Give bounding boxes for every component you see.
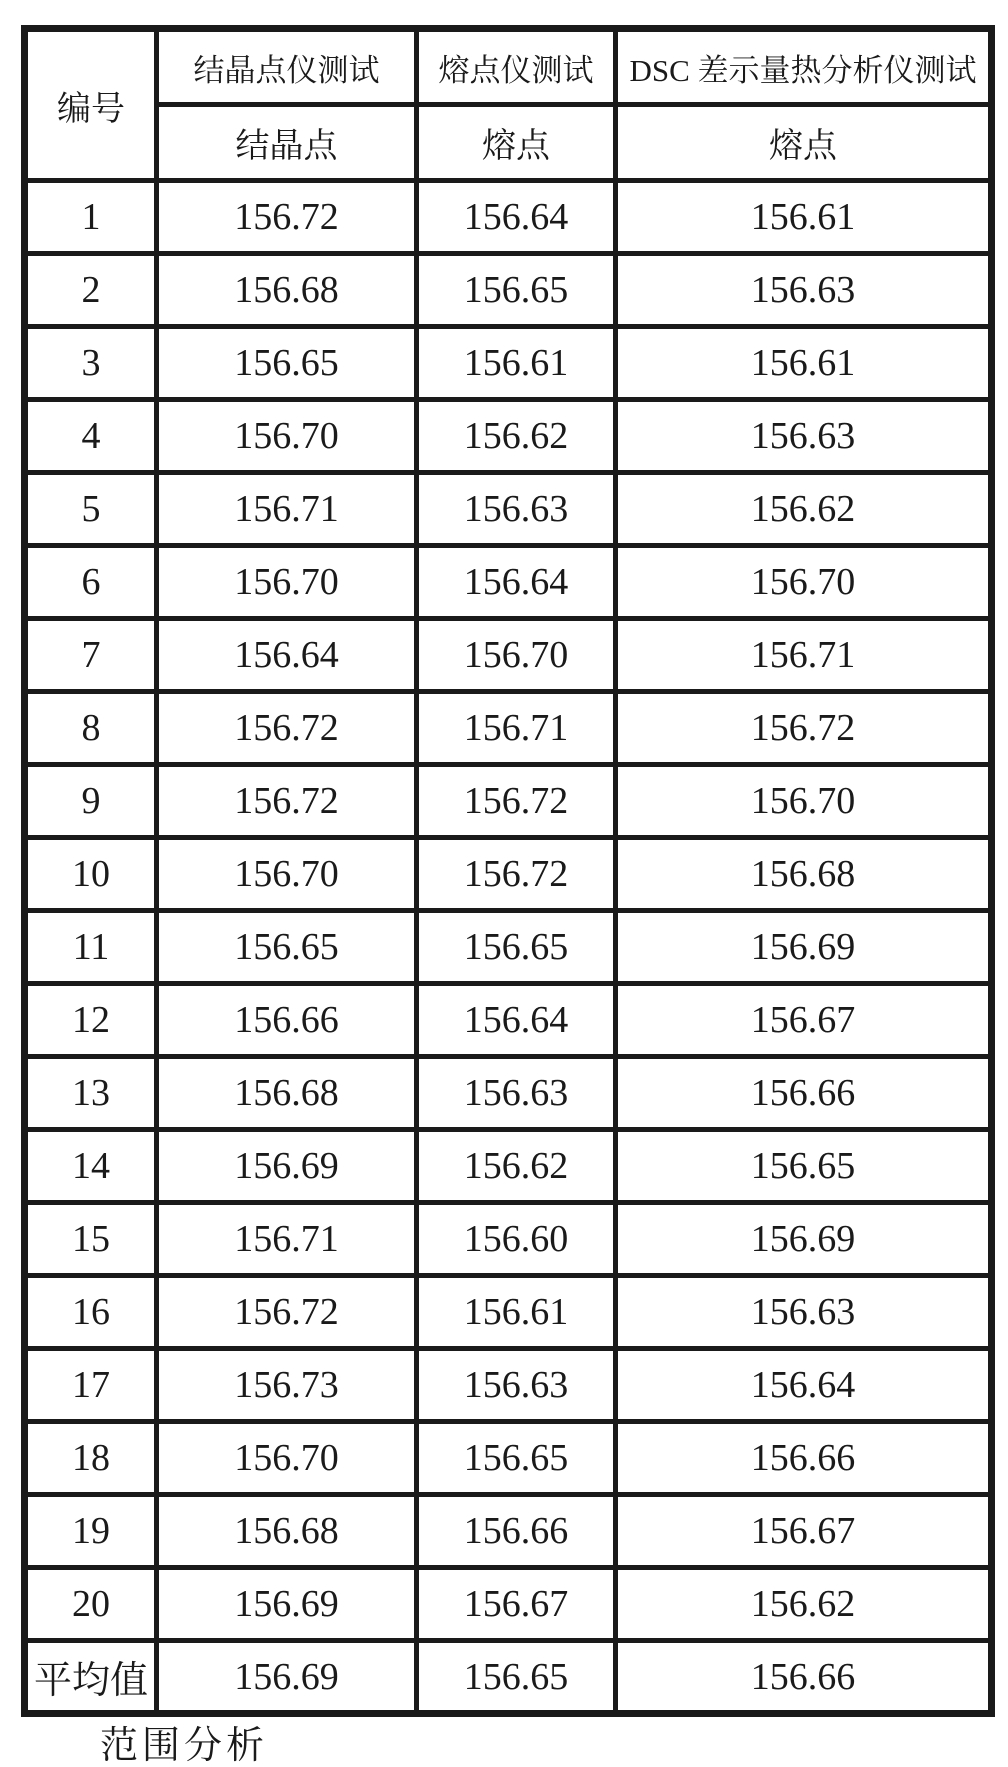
melting-value-cell: 156.64: [417, 546, 616, 619]
row-id-cell: 11: [25, 911, 157, 984]
melting-value-cell: 156.61: [417, 327, 616, 400]
crystallization-value-cell: 156.70: [157, 1422, 417, 1495]
melting-value-cell: 156.67: [417, 1568, 616, 1641]
dsc-value-cell: 156.66: [616, 1641, 992, 1714]
dsc-value-cell: 156.63: [616, 1276, 992, 1349]
melting-value-cell: 156.70: [417, 619, 616, 692]
melting-value-cell: 156.65: [417, 254, 616, 327]
column-header-id: 编号: [25, 29, 157, 181]
table-row: [25, 1057, 992, 1130]
dsc-value-cell: 156.69: [616, 1203, 992, 1276]
dsc-value-cell: 156.62: [616, 473, 992, 546]
dsc-value-cell: 156.71: [616, 619, 992, 692]
crystallization-value-cell: 156.68: [157, 254, 417, 327]
crystallization-value-cell: 156.72: [157, 692, 417, 765]
row-id-cell: 3: [25, 327, 157, 400]
table-row: [25, 1349, 992, 1422]
table-row: [25, 254, 992, 327]
melting-value-cell: 156.61: [417, 1276, 616, 1349]
row-id-cell: 19: [25, 1495, 157, 1568]
dsc-value-cell: 156.68: [616, 838, 992, 911]
table-row: [25, 1641, 992, 1714]
dsc-value-cell: 156.72: [616, 692, 992, 765]
dsc-value-cell: 156.62: [616, 1568, 992, 1641]
melting-value-cell: 156.71: [417, 692, 616, 765]
table-row: [25, 765, 992, 838]
crystallization-value-cell: 156.72: [157, 181, 417, 254]
row-id-cell: 5: [25, 473, 157, 546]
row-id-cell: 15: [25, 1203, 157, 1276]
melting-value-cell: 156.65: [417, 911, 616, 984]
melting-value-cell: 156.72: [417, 838, 616, 911]
crystallization-value-cell: 156.72: [157, 1276, 417, 1349]
table-row: [25, 1568, 992, 1641]
clipped-section-title: 范围分析: [100, 1725, 269, 1767]
dsc-value-cell: 156.67: [616, 1495, 992, 1568]
column-header-melting-instrument: 熔点仪测试: [417, 29, 616, 105]
dsc-value-cell: 156.70: [616, 546, 992, 619]
row-id-cell: 18: [25, 1422, 157, 1495]
row-id-cell: 12: [25, 984, 157, 1057]
row-id-cell: 7: [25, 619, 157, 692]
melting-value-cell: 156.63: [417, 473, 616, 546]
table-row: [25, 838, 992, 911]
dsc-value-cell: 156.63: [616, 400, 992, 473]
crystallization-value-cell: 156.73: [157, 1349, 417, 1422]
column-header-crystallization-instrument: 结晶点仪测试: [157, 29, 417, 105]
crystallization-value-cell: 156.71: [157, 1203, 417, 1276]
melting-value-cell: 156.65: [417, 1641, 616, 1714]
crystallization-value-cell: 156.71: [157, 473, 417, 546]
crystallization-value-cell: 156.68: [157, 1057, 417, 1130]
crystallization-value-cell: 156.69: [157, 1641, 417, 1714]
row-id-cell: 16: [25, 1276, 157, 1349]
table-row: [25, 1422, 992, 1495]
melting-value-cell: 156.63: [417, 1057, 616, 1130]
crystallization-value-cell: 156.66: [157, 984, 417, 1057]
subheader-melting-point: 熔点: [417, 105, 616, 181]
table-row: [25, 1495, 992, 1568]
subheader-dsc-melting-point: 熔点: [616, 105, 992, 181]
melting-value-cell: 156.62: [417, 1130, 616, 1203]
row-id-cell: 14: [25, 1130, 157, 1203]
dsc-value-cell: 156.66: [616, 1422, 992, 1495]
crystallization-value-cell: 156.68: [157, 1495, 417, 1568]
table-row: [25, 181, 992, 254]
table-row: [25, 984, 992, 1057]
dsc-value-cell: 156.70: [616, 765, 992, 838]
crystallization-value-cell: 156.65: [157, 327, 417, 400]
dsc-value-cell: 156.63: [616, 254, 992, 327]
row-id-cell: 17: [25, 1349, 157, 1422]
crystallization-value-cell: 156.65: [157, 911, 417, 984]
table-row: [25, 400, 992, 473]
table-row: [25, 473, 992, 546]
table-row: [25, 1203, 992, 1276]
crystallization-value-cell: 156.70: [157, 838, 417, 911]
crystallization-value-cell: 156.69: [157, 1568, 417, 1641]
row-id-cell: 10: [25, 838, 157, 911]
crystallization-value-cell: 156.70: [157, 546, 417, 619]
subheader-crystallization-point: 结晶点: [157, 105, 417, 181]
row-id-cell: 1: [25, 181, 157, 254]
dsc-value-cell: 156.66: [616, 1057, 992, 1130]
row-id-cell: 平均值: [25, 1641, 157, 1714]
crystallization-value-cell: 156.69: [157, 1130, 417, 1203]
melting-value-cell: 156.64: [417, 181, 616, 254]
melting-value-cell: 156.62: [417, 400, 616, 473]
table-header: [25, 29, 992, 181]
melting-value-cell: 156.64: [417, 984, 616, 1057]
dsc-value-cell: 156.64: [616, 1349, 992, 1422]
row-id-cell: 13: [25, 1057, 157, 1130]
row-id-cell: 4: [25, 400, 157, 473]
crystallization-value-cell: 156.64: [157, 619, 417, 692]
row-id-cell: 6: [25, 546, 157, 619]
melting-value-cell: 156.65: [417, 1422, 616, 1495]
row-id-cell: 20: [25, 1568, 157, 1641]
measurement-comparison-table: [21, 25, 995, 1717]
melting-value-cell: 156.72: [417, 765, 616, 838]
dsc-value-cell: 156.67: [616, 984, 992, 1057]
melting-value-cell: 156.60: [417, 1203, 616, 1276]
table-row: [25, 1276, 992, 1349]
crystallization-value-cell: 156.72: [157, 765, 417, 838]
table-body: [25, 181, 992, 1714]
row-id-cell: 2: [25, 254, 157, 327]
header-row-instruments: [25, 29, 992, 105]
dsc-value-cell: 156.61: [616, 327, 992, 400]
row-id-cell: 8: [25, 692, 157, 765]
table-row: [25, 911, 992, 984]
column-header-dsc-instrument: DSC 差示量热分析仪测试: [616, 29, 992, 105]
melting-value-cell: 156.66: [417, 1495, 616, 1568]
header-row-measurands: [25, 105, 992, 181]
table-row: [25, 692, 992, 765]
dsc-value-cell: 156.69: [616, 911, 992, 984]
table-row: [25, 327, 992, 400]
dsc-value-cell: 156.61: [616, 181, 992, 254]
dsc-value-cell: 156.65: [616, 1130, 992, 1203]
table-row: [25, 546, 992, 619]
crystallization-value-cell: 156.70: [157, 400, 417, 473]
melting-value-cell: 156.63: [417, 1349, 616, 1422]
table-row: [25, 1130, 992, 1203]
table-row: [25, 619, 992, 692]
row-id-cell: 9: [25, 765, 157, 838]
